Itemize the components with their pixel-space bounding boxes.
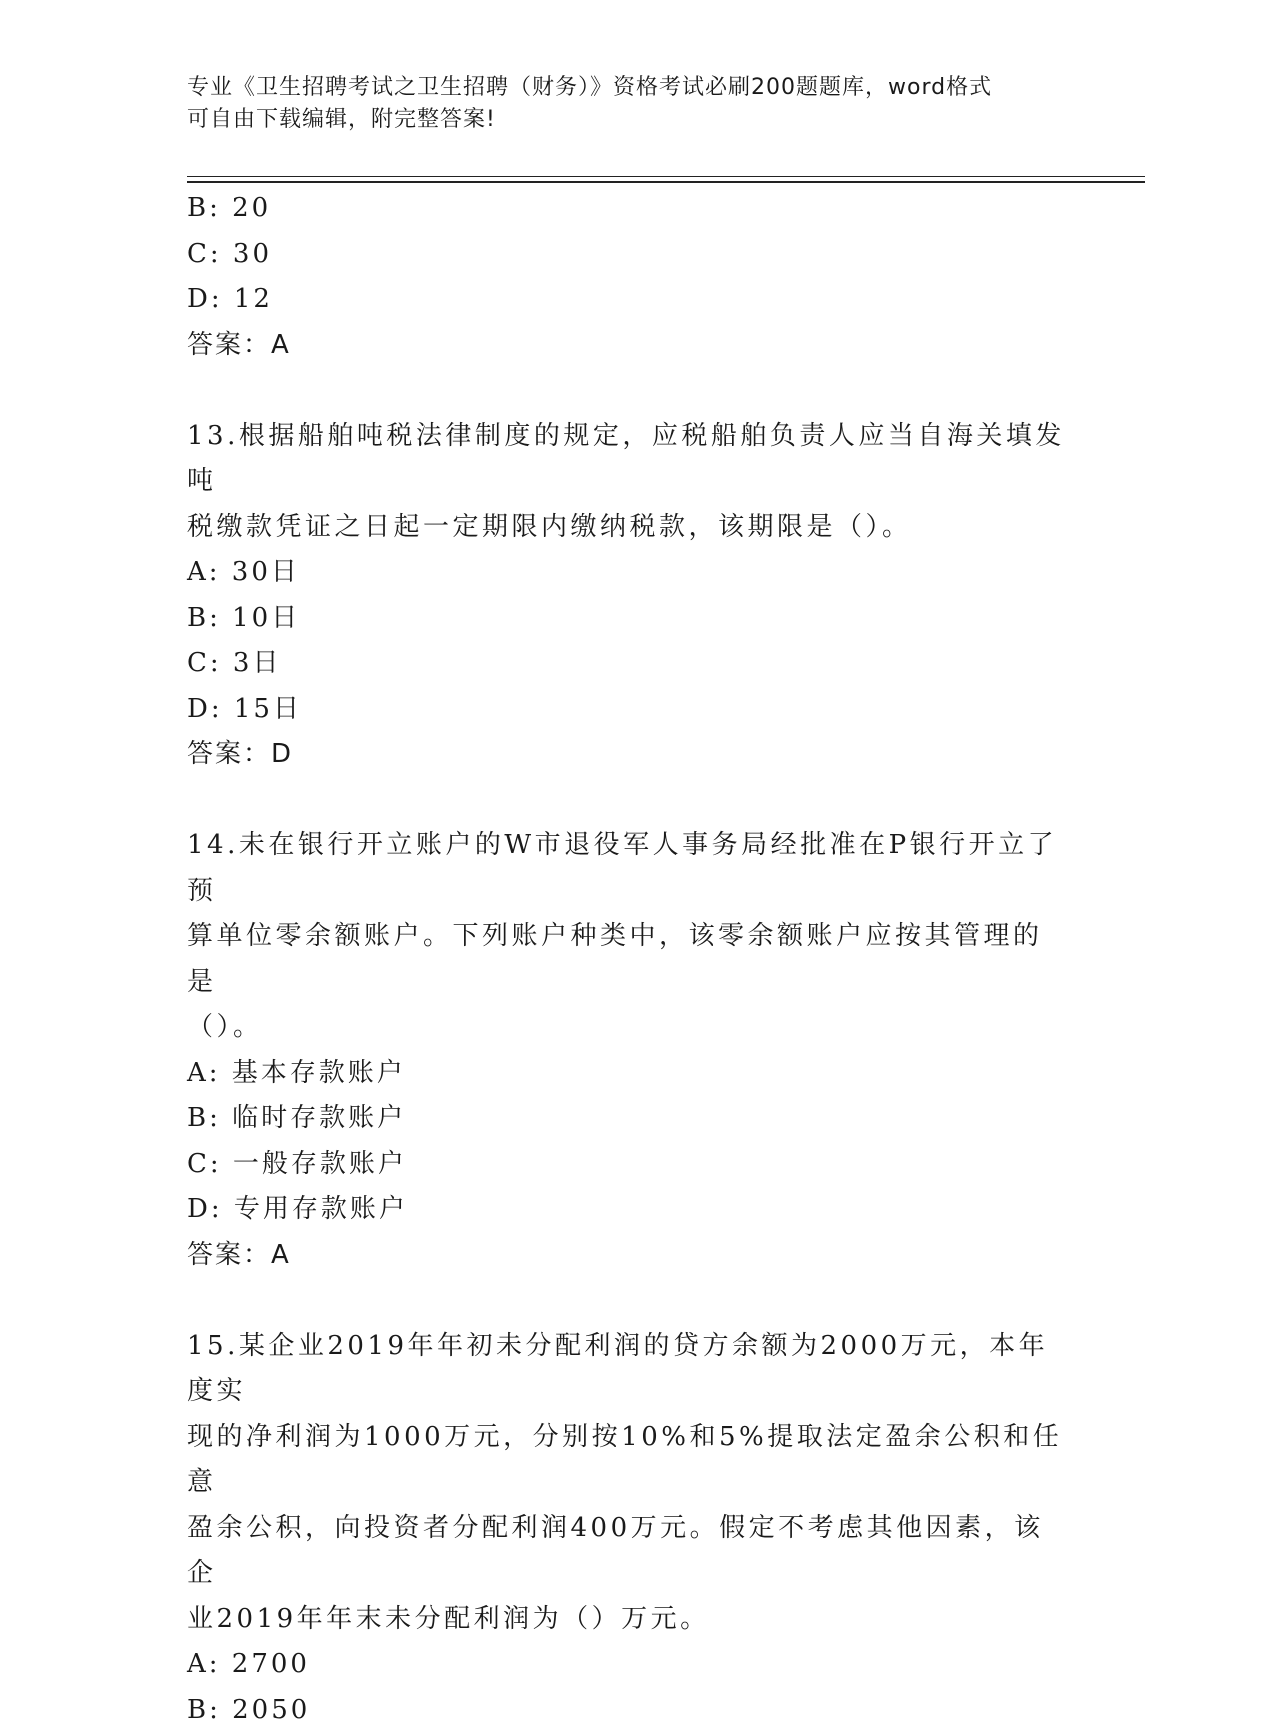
question-14 <box>187 823 1087 1278</box>
option-b: B: 2050 <box>187 1688 1087 1733</box>
option-b: B: 20 <box>187 186 1087 232</box>
answer-line: 答案：A <box>187 1233 1087 1279</box>
spacer <box>187 368 1087 414</box>
option-c: C: 30 <box>187 232 1087 278</box>
question-text-line: （）。 <box>187 1005 1067 1051</box>
option-a: A: 基本存款账户 <box>187 1051 1087 1097</box>
answer-line: 答案：A <box>187 323 1087 369</box>
header-title-line-1: 专业《卫生招聘考试之卫生招聘（财务）》资格考试必刷200题题库，word格式 <box>187 72 1087 104</box>
header-divider-thin <box>187 176 1145 177</box>
page-header <box>187 72 1087 136</box>
option-b: B: 10日 <box>187 596 1087 642</box>
option-a: A: 2700 <box>187 1642 1087 1688</box>
option-d: D: 专用存款账户 <box>187 1187 1087 1233</box>
option-c: C: 一般存款账户 <box>187 1142 1087 1188</box>
spacer <box>187 1278 1087 1324</box>
question-13 <box>187 414 1087 778</box>
header-title-line-2: 可自由下载编辑，附完整答案! <box>187 104 1087 136</box>
question-text-line: 14.未在银行开立账户的W市退役军人事务局经批准在P银行开立了预 <box>187 823 1067 914</box>
question-text-line: 税缴款凭证之日起一定期限内缴纳税款，该期限是（）。 <box>187 505 1067 551</box>
question-text-line: 现的净利润为1000万元，分别按10%和5%提取法定盈余公积和任意 <box>187 1415 1067 1506</box>
option-b: B: 临时存款账户 <box>187 1096 1087 1142</box>
question-12-tail <box>187 186 1087 368</box>
option-d: D: 12 <box>187 277 1087 323</box>
question-text-line: 业2019年年末未分配利润为（）万元。 <box>187 1597 1067 1643</box>
option-a: A: 30日 <box>187 550 1087 596</box>
question-text-line: 盈余公积，向投资者分配利润400万元。假定不考虑其他因素，该企 <box>187 1506 1067 1597</box>
question-text-line: 15.某企业2019年年初未分配利润的贷方余额为2000万元，本年度实 <box>187 1324 1067 1415</box>
option-d: D: 15日 <box>187 687 1087 733</box>
answer-line: 答案：D <box>187 732 1087 778</box>
header-divider-thick <box>187 181 1145 183</box>
option-c: C: 3日 <box>187 641 1087 687</box>
spacer <box>187 778 1087 824</box>
question-text-line: 13.根据船舶吨税法律制度的规定，应税船舶负责人应当自海关填发吨 <box>187 414 1067 505</box>
question-text-line: 算单位零余额账户。下列账户种类中，该零余额账户应按其管理的是 <box>187 914 1067 1005</box>
question-15 <box>187 1324 1087 1733</box>
question-content <box>187 186 1087 1733</box>
